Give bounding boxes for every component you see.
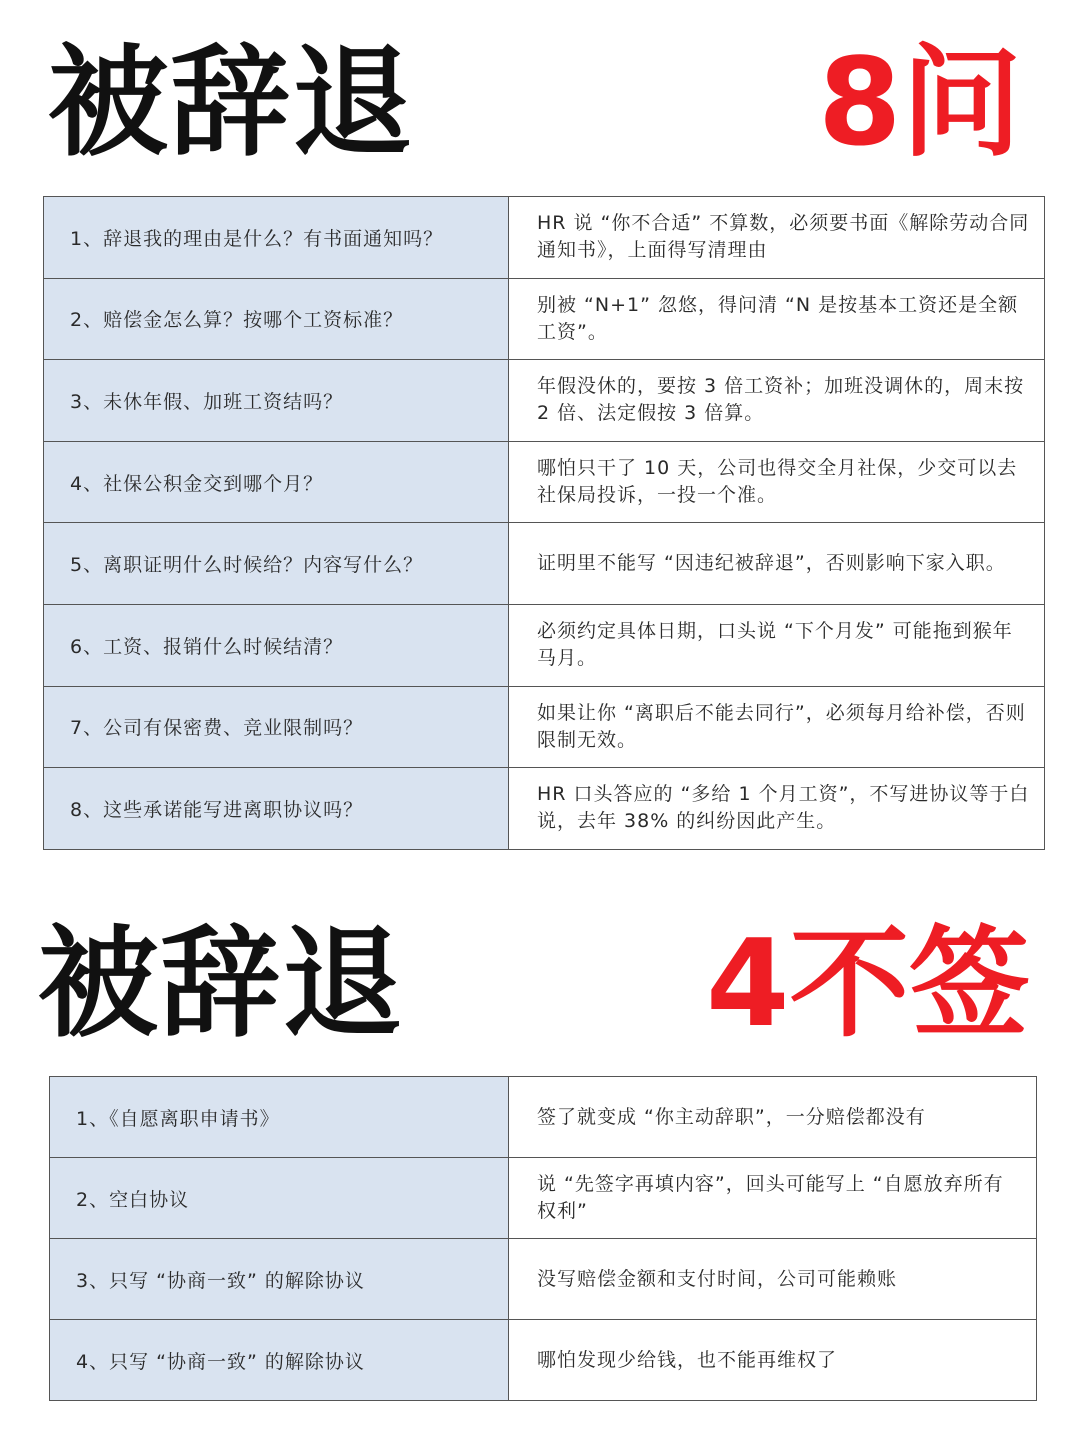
table-row [50, 1320, 1037, 1401]
reason-cell [509, 1077, 1037, 1158]
reason-cell [509, 1158, 1037, 1239]
reason-text: 说 “先签字再填内容”，回头可能写上 “自愿放弃所有权利” [537, 1173, 1004, 1222]
answer-cell [509, 360, 1045, 442]
question-text: 2、赔偿金怎么算？按哪个工资标准？ [70, 309, 404, 332]
answer-cell [509, 197, 1045, 279]
answer-text: HR 说 “你不合适” 不算数，必须要书面《解除劳动合同通知书》，上面得写清理由 [537, 212, 1030, 262]
answer-cell [509, 686, 1045, 768]
question-cell [44, 441, 509, 523]
reason-text: 哪怕发现少给钱，也不能再维权了 [537, 1348, 838, 1371]
table-row [44, 278, 1045, 360]
question-text: 1、辞退我的理由是什么？有书面通知吗？ [70, 227, 444, 250]
question-cell [44, 278, 509, 360]
answer-text: 证明里不能写 “因违纪被辞退”，否则影响下家入职。 [537, 552, 1006, 575]
reason-cell [509, 1320, 1037, 1401]
question-cell [44, 686, 509, 768]
answer-text: 哪怕只干了 10 天，公司也得交全月社保，少交可以去社保局投诉，一投一个准。 [537, 457, 1018, 507]
question-text: 3、未休年假、加班工资结吗？ [70, 390, 344, 413]
table-row [44, 197, 1045, 279]
answer-cell [509, 441, 1045, 523]
answer-cell [509, 768, 1045, 850]
table-row [50, 1158, 1037, 1239]
table-row [50, 1239, 1037, 1320]
do-not-sign-table [49, 1076, 1037, 1401]
question-text: 8、这些承诺能写进离职协议吗？ [70, 798, 364, 821]
question-text: 7、公司有保密费、竞业限制吗？ [70, 717, 364, 740]
table-row [44, 768, 1045, 850]
question-cell [44, 604, 509, 686]
document-text: 3、只写 “协商一致” 的解除协议 [76, 1269, 365, 1292]
document-text: 2、空白协议 [76, 1188, 190, 1211]
table-row [44, 604, 1045, 686]
document-text: 4、只写 “协商一致” 的解除协议 [76, 1350, 365, 1373]
table-row [44, 686, 1045, 768]
table-row [44, 360, 1045, 442]
table-row [44, 441, 1045, 523]
question-text: 5、离职证明什么时候给？内容写什么？ [70, 554, 424, 577]
document-cell [50, 1077, 509, 1158]
reason-text: 没写赔偿金额和支付时间，公司可能赖账 [537, 1267, 898, 1290]
answer-cell [509, 523, 1045, 605]
answer-text: 别被 “N+1” 忽悠，得问清 “N 是按基本工资还是全额工资”。 [537, 293, 1019, 343]
question-cell [44, 197, 509, 279]
answer-text: HR 口头答应的 “多给 1 个月工资”，不写进协议等于白说，去年 38% 的纠纷因此产生。 [537, 783, 1030, 833]
reason-cell [509, 1239, 1037, 1320]
answer-text: 必须约定具体日期，口头说 “下个月发” 可能拖到猴年马月。 [537, 620, 1013, 670]
document-cell [50, 1239, 509, 1320]
section1-subtitle: 8问 [818, 34, 1022, 173]
question-text: 4、社保公积金交到哪个月？ [70, 472, 324, 495]
reason-text: 签了就变成 “你主动辞职”，一分赔偿都没有 [537, 1105, 926, 1128]
question-cell [44, 360, 509, 442]
section1-title: 被辞退 [48, 34, 414, 173]
answer-text: 年假没休的，要按 3 倍工资补；加班没调休的，周末按 2 倍、法定假按 3 倍算。 [537, 375, 1025, 425]
answer-cell [509, 278, 1045, 360]
document-text: 1、《自愿离职申请书》 [76, 1107, 280, 1130]
section2-title: 被辞退 [38, 915, 404, 1054]
answer-text: 如果让你 “离职后不能去同行”，必须每月给补偿，否则限制无效。 [537, 701, 1026, 751]
document-cell [50, 1320, 509, 1401]
table-row [50, 1077, 1037, 1158]
question-cell [44, 523, 509, 605]
answer-cell [509, 604, 1045, 686]
question-cell [44, 768, 509, 850]
question-text: 6、工资、报销什么时候结清？ [70, 635, 344, 658]
document-cell [50, 1158, 509, 1239]
section2-subtitle: 4不签 [706, 915, 1030, 1054]
table-row [44, 523, 1045, 605]
questions-table [43, 196, 1045, 850]
